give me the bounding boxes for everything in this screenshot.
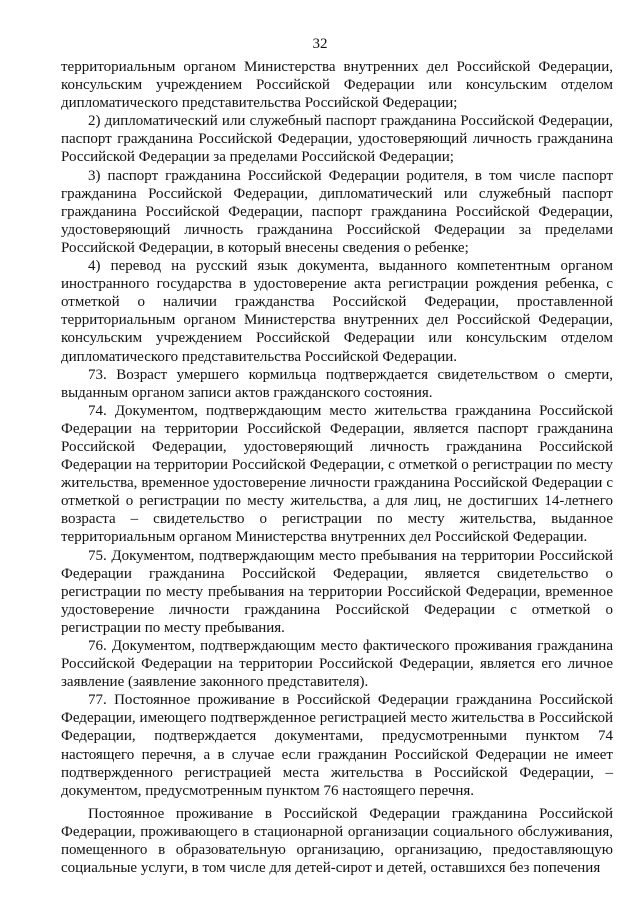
paragraph-item-4: 4) перевод на русский язык документа, выданного компетентным органом иностранного государства в удостоверение акта регистрации рождения ребенка, с отметкой о наличии гражданства Российской Федерации, проставленной территориальным органом Министерства внутренних дел Российской Федерации, консульским учреждением Российской Федерации или консульским отделом дипломатического представительства Российской Федерации.	[61, 258, 613, 365]
paragraph-74: 74. Документом, подтверждающим место жительства гражданина Российской Федерации на территории Российской Федерации, является паспорт гражданина Российской Федерации, удостоверяющий личность гражданина Российской Федерации на территории Российской Федерации, с отметкой о регистрации по месту жительства, временное удостоверение личности гражданина Российской Федерации с отметкой о регистрации по месту жительства, а для лиц, не достигших 14-летнего возраста – свидетельство о регистрации по месту жительства, выданное территориальным органом Министерства внутренних дел Российской Федерации.	[61, 402, 613, 546]
paragraph-75: 75. Документом, подтверждающим место пребывания на территории Российской Федерации гражданина Российской Федерации, является свидетельство о регистрации по месту пребывания на территории Российской Федерации, временное удостоверение личности гражданина Российской Федерации с отметкой о регистрации по месту пребывания.	[61, 547, 613, 636]
page-number: 32	[312, 36, 328, 52]
paragraph-item-2: 2) дипломатический или служебный паспорт гражданина Российской Федерации, паспорт гражданина Российской Федерации, удостоверяющий личность гражданина Российской Федерации за пределами Российской Федерации;	[61, 113, 613, 166]
paragraph-76: 76. Документом, подтверждающим место фактического проживания гражданина Российской Федерации на территории Российской Федерации, является его личное заявление (заявление законного представителя).	[61, 638, 613, 691]
paragraph-item-3: 3) паспорт гражданина Российской Федерации родителя, в том числе паспорт гражданина Российской Федерации, дипломатический или служебный паспорт гражданина Российской Федерации, паспорт гражданина Российской Федерации, удостоверяющий личность гражданина Российской Федерации за пределами Российской Федерации, в который внесены сведения о ребенке;	[61, 167, 613, 256]
document-body	[61, 58, 613, 877]
paragraph-73: 73. Возраст умершего кормильца подтверждается свидетельством о смерти, выданным органом записи актов гражданского состояния.	[61, 366, 613, 401]
paragraph-77-continued: Постоянное проживание в Российской Федерации гражданина Российской Федерации, проживающего в стационарной организации социального обслуживания, помещенного в образовательную организацию, организацию, предоставляющую социальные услуги, в том числе для детей-сирот и детей, оставшихся без попечения	[61, 805, 613, 877]
paragraph-continuation: территориальным органом Министерства внутренних дел Российской Федерации, консульским учреждением Российской Федерации или консульским отделом дипломатического представительства Российской Федерации;	[61, 59, 613, 112]
paragraph-77: 77. Постоянное проживание в Российской Федерации гражданина Российской Федерации, имеющего подтвержденное регистрацией место жительства в Российской Федерации, подтверждается документами, предусмотренными пунктом 74 настоящего перечня, а в случае если гражданин Российской Федерации не имеет подтвержденного регистрацией места жительства в Российской Федерации, – документом, предусмотренным пунктом 76 настоящего перечня.	[61, 692, 613, 799]
